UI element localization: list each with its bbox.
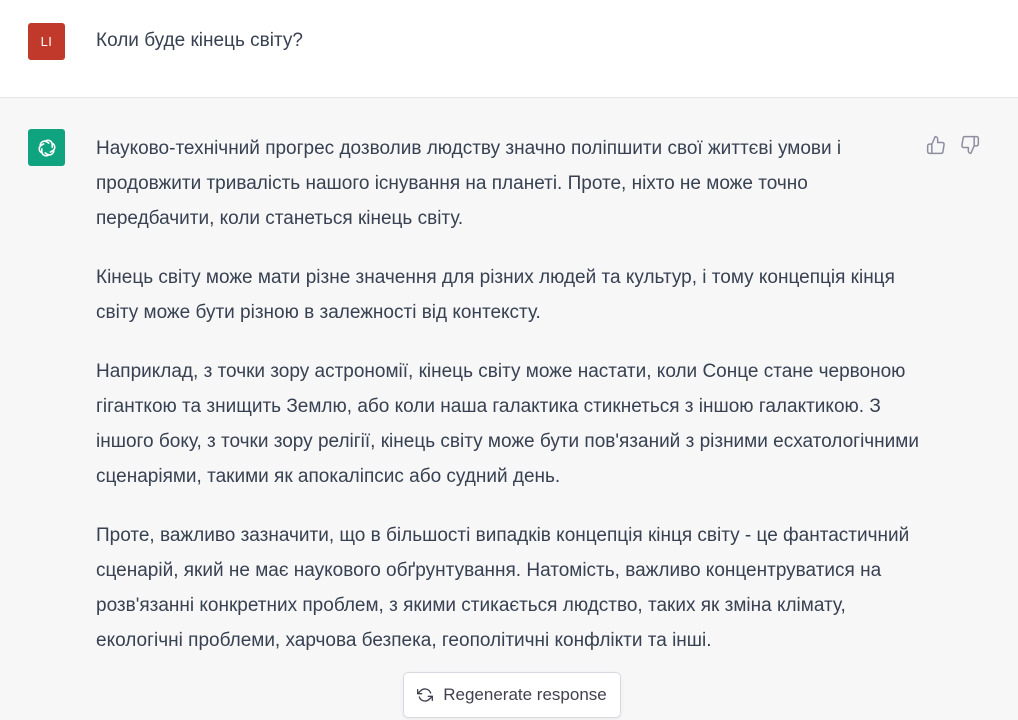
user-avatar-initials: LI — [40, 34, 53, 49]
user-message-row — [0, 0, 1018, 98]
thumbs-down-icon — [960, 135, 980, 155]
assistant-avatar — [28, 129, 65, 166]
answer-paragraph: Науково-технічний прогрес дозволив людству значно поліпшити свої життєві умови і продовжити тривалість нашого існування на планеті. Проте, ніхто не може точно передбачити, коли станеться кінець світу. — [96, 138, 842, 229]
user-message-text: Коли буде кінець світу? — [96, 30, 303, 51]
assistant-answer — [96, 131, 926, 682]
regenerate-label: Regenerate response — [443, 685, 607, 704]
openai-logo-icon — [35, 136, 59, 160]
thumbs-up-icon — [926, 135, 946, 155]
refresh-icon — [417, 687, 433, 703]
user-avatar — [28, 23, 65, 60]
answer-paragraph: Наприклад, з точки зору астрономії, кінець світу може настати, коли Сонце стане червоною гіганткою та знищить Землю, або коли наша галактика стикнеться з іншою галактикою. З іншого боку, з точки зору релігії, кінець світу може бути пов'язаний з різними есхатологічними сценаріями, такими як апокаліпсис або судний день. — [96, 361, 919, 487]
assistant-message-row — [0, 98, 1018, 720]
thumbs-up-button[interactable] — [925, 134, 947, 156]
thumbs-down-button[interactable] — [959, 134, 981, 156]
answer-paragraph: Кінець світу може мати різне значення для різних людей та культур, і тому концепція кінця світу може бути різною в залежності від контексту. — [96, 267, 895, 323]
regenerate-response-button[interactable] — [403, 672, 621, 718]
answer-paragraph: Проте, важливо зазначити, що в більшості випадків концепція кінця світу - це фантастичний сценарій, який не має наукового обґрунтування. Натомість, важливо концентруватися на розв'язанні конкретних проблем, з якими стикається людство, таких як зміна клімату, екологічні проблеми, харчова безпека, геополітичні конфлікти та інші. — [96, 525, 910, 651]
